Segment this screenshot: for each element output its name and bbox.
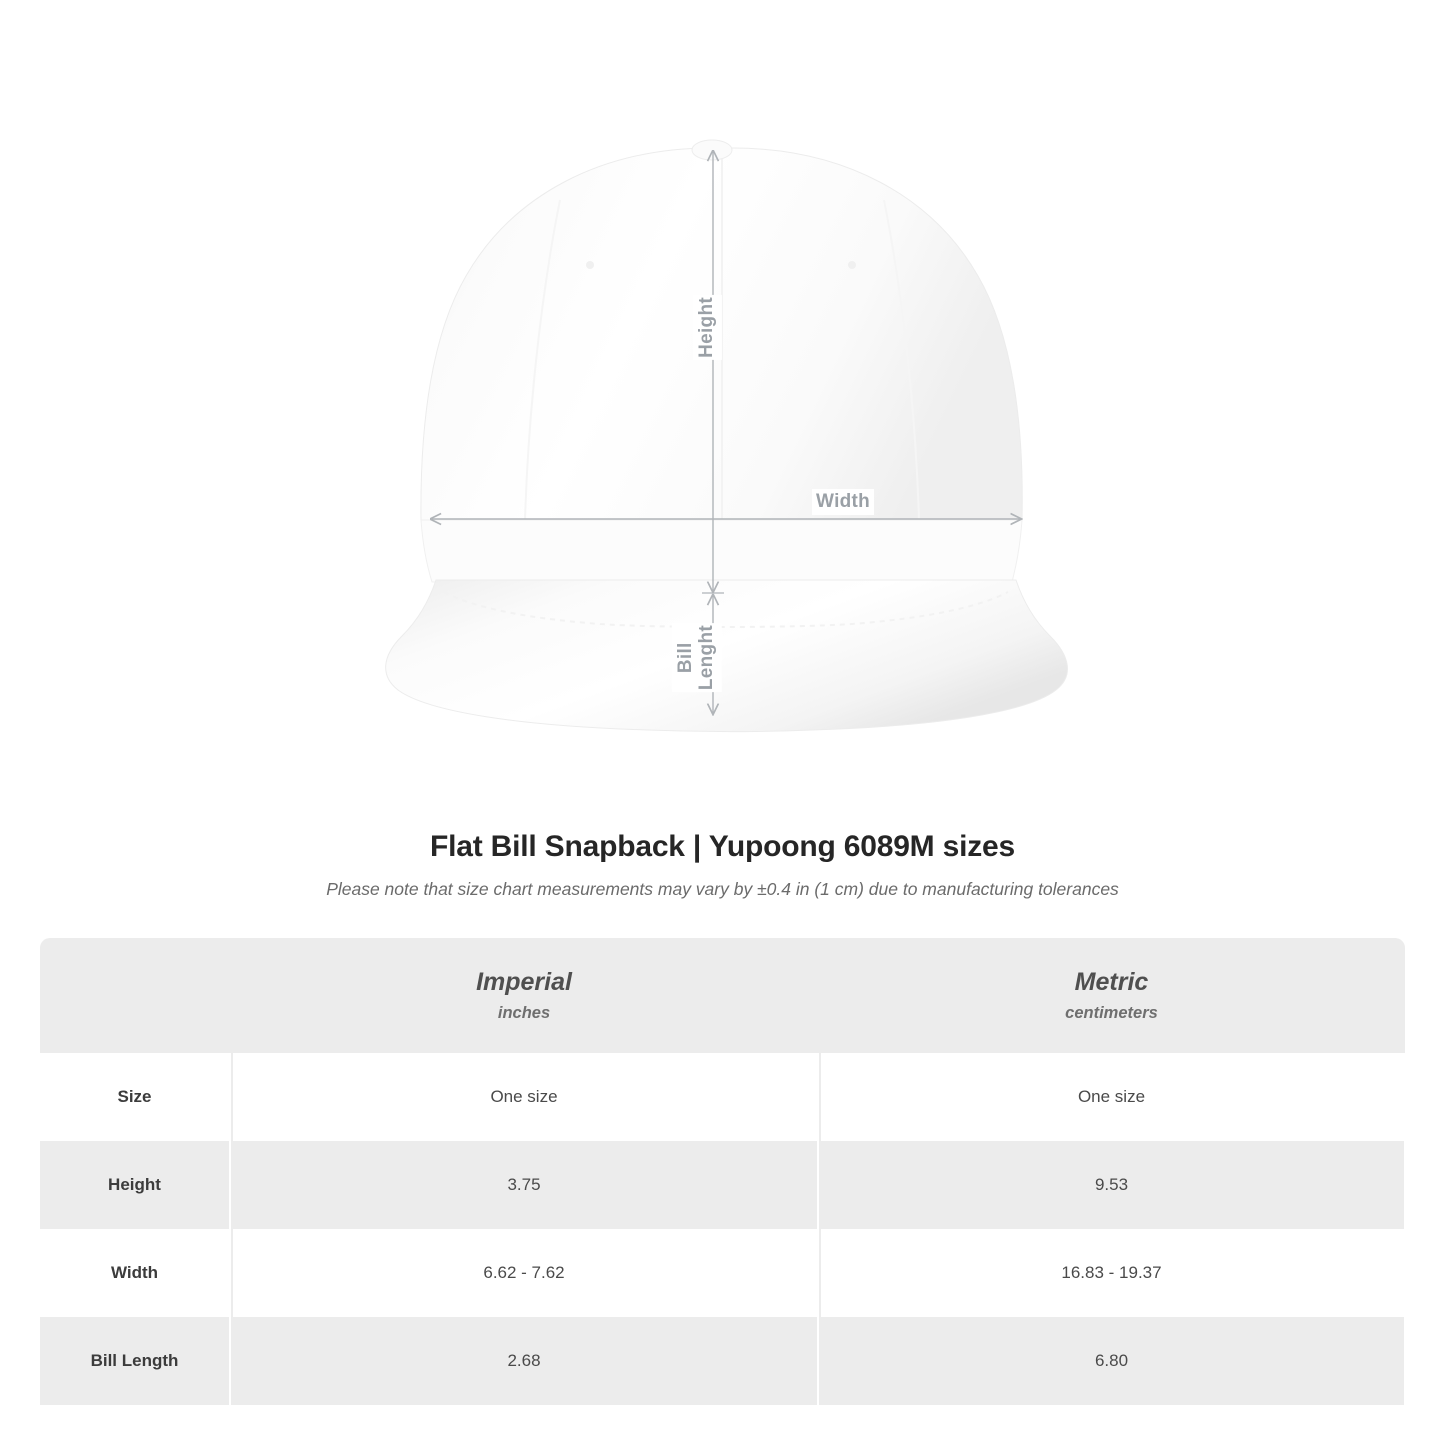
- cell-bill-length-imperial: 2.68: [230, 1317, 818, 1405]
- row-label-bill-length: Bill Length: [40, 1317, 230, 1405]
- cell-bill-length-metric: 6.80: [818, 1317, 1405, 1405]
- table-row: [40, 1141, 1405, 1229]
- cell-size-metric: One size: [818, 1053, 1405, 1141]
- dimension-label-height: Height: [693, 295, 722, 360]
- header-metric-name: Metric: [1074, 968, 1149, 996]
- cell-height-imperial: 3.75: [230, 1141, 818, 1229]
- row-label-height: Height: [40, 1141, 230, 1229]
- table-row: [40, 1229, 1405, 1317]
- header-imperial-name: Imperial: [476, 968, 572, 996]
- header-metric-unit: centimeters: [1065, 1004, 1158, 1022]
- header-empty-cell: [40, 938, 230, 1053]
- cell-width-metric: 16.83 - 19.37: [818, 1229, 1405, 1317]
- header-metric: [818, 938, 1405, 1053]
- row-label-size: Size: [117, 1087, 152, 1106]
- cell-width-imperial: 6.62 - 7.62: [230, 1229, 818, 1317]
- dimension-label-width: Width: [812, 489, 874, 515]
- table-row: [40, 1053, 1405, 1141]
- cell-size-imperial: One size: [230, 1053, 818, 1141]
- size-chart-table: [40, 938, 1406, 1405]
- dimension-label-bill-length: [672, 623, 722, 692]
- size-chart-table-wrapper: [40, 938, 1405, 1405]
- bill-length-text: Bill Lenght: [675, 625, 717, 691]
- page-title: Flat Bill Snapback | Yupoong 6089M sizes: [429, 830, 1015, 863]
- header-imperial: [230, 938, 818, 1053]
- cell-height-metric: 9.53: [818, 1141, 1405, 1229]
- table-body: [40, 1053, 1405, 1405]
- title-block: [0, 830, 1445, 900]
- table-header: [40, 938, 1405, 1053]
- table-row: [40, 1317, 1405, 1405]
- header-imperial-unit: inches: [497, 1004, 551, 1022]
- row-label-width: Width: [110, 1263, 159, 1282]
- tolerance-note: Please note that size chart measurements may vary by ±0.4 in (1 cm) due to manufacturing tolerances: [326, 879, 1119, 899]
